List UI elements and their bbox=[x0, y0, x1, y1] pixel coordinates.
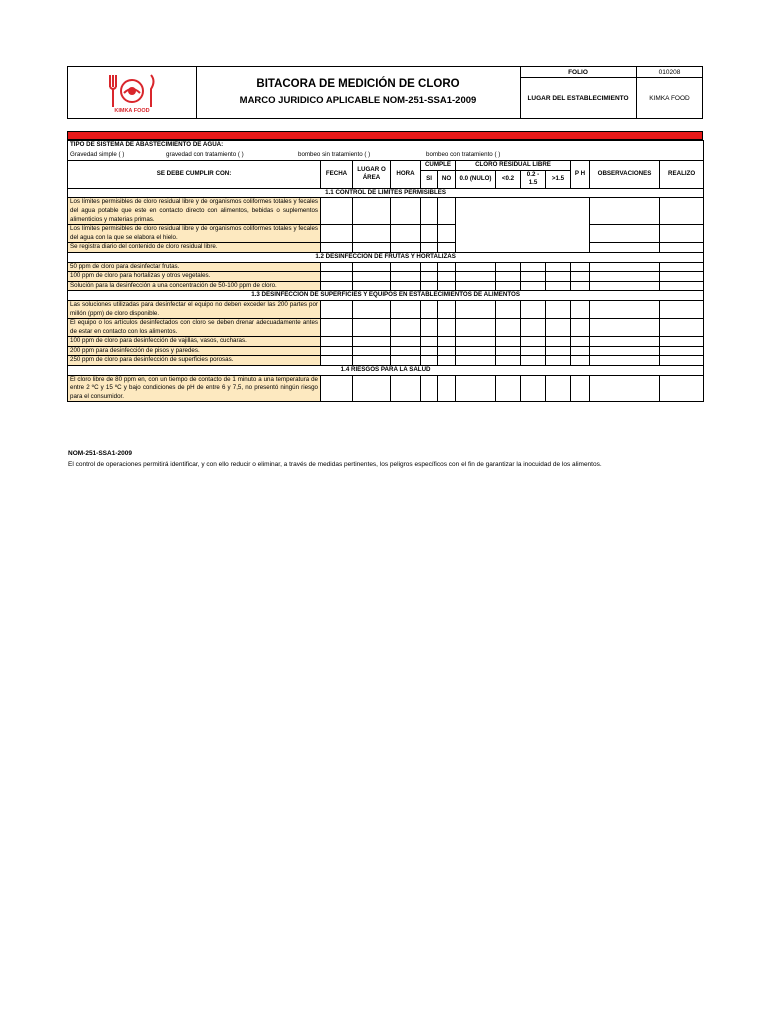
entry-cell[interactable] bbox=[391, 225, 421, 243]
entry-cell[interactable] bbox=[571, 346, 590, 356]
entry-cell[interactable] bbox=[521, 262, 546, 272]
entry-cell[interactable] bbox=[321, 375, 353, 402]
entry-cell[interactable] bbox=[456, 356, 496, 366]
entry-cell[interactable] bbox=[496, 356, 521, 366]
entry-cell[interactable] bbox=[590, 198, 660, 225]
column-header-c3: 0.2 - 1.5 bbox=[521, 170, 546, 188]
logo-text: KIMKA FOOD bbox=[114, 108, 150, 114]
column-header-debe: SE DEBE CUMPLIR CON: bbox=[68, 160, 321, 188]
entry-cell[interactable] bbox=[321, 337, 353, 347]
entry-cell[interactable] bbox=[421, 262, 438, 272]
entry-cell[interactable] bbox=[546, 346, 571, 356]
section-title: 1.4 RIESGOS PARA LA SALUD bbox=[68, 366, 704, 376]
folio-label: FOLIO bbox=[520, 67, 636, 78]
supply-option[interactable]: gravedad con tratamiento ( ) bbox=[166, 150, 244, 158]
entry-cell[interactable] bbox=[660, 272, 704, 282]
entry-cell[interactable] bbox=[571, 272, 590, 282]
entry-cell[interactable] bbox=[546, 375, 571, 402]
entry-cell[interactable] bbox=[438, 319, 456, 337]
entry-cell[interactable] bbox=[571, 375, 590, 402]
column-header-c4: >1.5 bbox=[546, 170, 571, 188]
table-row bbox=[68, 300, 704, 318]
entry-cell[interactable] bbox=[421, 319, 438, 337]
table-row bbox=[68, 198, 704, 225]
entry-cell[interactable] bbox=[660, 262, 704, 272]
entry-cell[interactable] bbox=[521, 337, 546, 347]
entry-cell[interactable] bbox=[496, 281, 521, 291]
entry-cell[interactable] bbox=[353, 272, 391, 282]
entry-cell[interactable] bbox=[521, 346, 546, 356]
column-header-cumple: CUMPLE bbox=[421, 160, 456, 170]
entry-cell[interactable] bbox=[571, 319, 590, 337]
section-header-row bbox=[68, 366, 704, 376]
requirement-text: Solución para la desinfección a una concentración de 50-100 ppm de cloro. bbox=[68, 281, 321, 291]
entry-cell[interactable] bbox=[456, 300, 496, 318]
entry-cell[interactable] bbox=[546, 300, 571, 318]
entry-cell[interactable] bbox=[456, 346, 496, 356]
column-header-row bbox=[68, 160, 704, 170]
entry-cell[interactable] bbox=[421, 356, 438, 366]
entry-cell[interactable] bbox=[590, 262, 660, 272]
section-header-row bbox=[68, 188, 704, 198]
entry-cell[interactable] bbox=[438, 225, 456, 243]
document-header bbox=[67, 66, 703, 119]
column-header-si: SI bbox=[421, 170, 438, 188]
entry-cell[interactable] bbox=[353, 319, 391, 337]
table-row bbox=[68, 375, 704, 402]
entry-cell[interactable] bbox=[321, 319, 353, 337]
entry-cell[interactable] bbox=[546, 272, 571, 282]
entry-cell[interactable] bbox=[438, 272, 456, 282]
entry-cell[interactable] bbox=[496, 319, 521, 337]
entry-cell[interactable] bbox=[353, 337, 391, 347]
entry-cell[interactable] bbox=[660, 225, 704, 243]
section-header-row bbox=[68, 291, 704, 301]
entry-cell[interactable] bbox=[590, 319, 660, 337]
requirement-text: 250 ppm de cloro para desinfección de superficies porosas. bbox=[68, 356, 321, 366]
entry-cell[interactable] bbox=[660, 356, 704, 366]
requirement-text: 200 ppm para desinfección de pisos y paredes. bbox=[68, 346, 321, 356]
requirement-text: El cloro libre de 80 ppm en, con un tiempo de contacto de 1 minuto a una temperatura de entre 2 ºC y 15 ºC y bajo condiciones de pH de entre 6 y 7,5, no presentó ningún riesgo para el consumidor. bbox=[68, 375, 321, 402]
entry-cell[interactable] bbox=[456, 272, 496, 282]
entry-cell[interactable] bbox=[421, 281, 438, 291]
column-header-c2: <0.2 bbox=[496, 170, 521, 188]
entry-cell[interactable] bbox=[521, 272, 546, 282]
section-title: 1.3 DESINFECCIÓN DE SUPERFICIES Y EQUIPOS EN ESTABLECIMIENTOS DE ALIMENTOS bbox=[68, 291, 704, 301]
column-header-hora: HORA bbox=[391, 160, 421, 188]
column-header-obs: OBSERVACIONES bbox=[590, 160, 660, 188]
entry-cell[interactable] bbox=[421, 198, 438, 225]
entry-cell[interactable] bbox=[496, 375, 521, 402]
table-row bbox=[68, 262, 704, 272]
logo-cell bbox=[68, 67, 197, 118]
entry-cell[interactable] bbox=[321, 281, 353, 291]
entry-cell[interactable] bbox=[521, 375, 546, 402]
entry-cell[interactable] bbox=[391, 337, 421, 347]
table-row bbox=[68, 346, 704, 356]
entry-cell[interactable] bbox=[590, 281, 660, 291]
requirement-text: Se registra diario del contenido de cloro residual libre. bbox=[68, 243, 321, 253]
supply-option[interactable]: Gravedad simple ( ) bbox=[70, 150, 125, 158]
entry-cell[interactable] bbox=[521, 319, 546, 337]
entry-cell[interactable] bbox=[353, 243, 391, 253]
entry-cell[interactable] bbox=[391, 198, 421, 225]
entry-cell[interactable] bbox=[456, 375, 496, 402]
table-row bbox=[68, 356, 704, 366]
entry-cell[interactable] bbox=[321, 300, 353, 318]
entry-cell[interactable] bbox=[496, 337, 521, 347]
entry-cell[interactable] bbox=[391, 319, 421, 337]
table-row bbox=[68, 281, 704, 291]
entry-cell[interactable] bbox=[571, 281, 590, 291]
section-title: 1.2 DESINFECCIÓN DE FRUTAS Y HORTALIZAS bbox=[68, 252, 704, 262]
lugar-label: LUGAR DEL ESTABLECIMIENTO bbox=[527, 94, 629, 102]
entry-cell[interactable] bbox=[546, 356, 571, 366]
entry-cell[interactable] bbox=[438, 243, 456, 253]
supply-option[interactable]: bombeo sin tratamiento ( ) bbox=[298, 150, 371, 158]
entry-cell[interactable] bbox=[321, 262, 353, 272]
entry-cell[interactable] bbox=[421, 337, 438, 347]
entry-cell[interactable] bbox=[456, 281, 496, 291]
entry-cell[interactable] bbox=[546, 337, 571, 347]
document-subtitle: MARCO JURIDICO APLICABLE NOM-251-SSA1-2009 bbox=[239, 95, 477, 106]
entry-cell[interactable] bbox=[590, 337, 660, 347]
entry-cell[interactable] bbox=[546, 262, 571, 272]
entry-cell[interactable] bbox=[456, 337, 496, 347]
entry-cell[interactable] bbox=[496, 300, 521, 318]
table-row bbox=[68, 319, 704, 337]
entry-cell[interactable] bbox=[353, 281, 391, 291]
entry-cell[interactable] bbox=[590, 356, 660, 366]
entry-cell[interactable] bbox=[353, 300, 391, 318]
column-header-realizo: REALIZO bbox=[660, 160, 704, 188]
entry-cell[interactable] bbox=[590, 346, 660, 356]
entry-cell[interactable] bbox=[421, 300, 438, 318]
folio-value: 010208 bbox=[636, 67, 702, 78]
entry-cell[interactable] bbox=[496, 262, 521, 272]
entry-cell[interactable] bbox=[521, 356, 546, 366]
red-separator-bar bbox=[67, 131, 703, 140]
requirement-text: 100 ppm de cloro para desinfección de vajillas, vasos, cucharas. bbox=[68, 337, 321, 347]
entry-cell[interactable] bbox=[391, 356, 421, 366]
entry-cell[interactable] bbox=[321, 356, 353, 366]
entry-cell[interactable] bbox=[521, 300, 546, 318]
entry-cell-merged[interactable] bbox=[456, 198, 590, 253]
entry-cell[interactable] bbox=[391, 300, 421, 318]
entry-cell[interactable] bbox=[438, 375, 456, 402]
section-header-row bbox=[68, 252, 704, 262]
entry-cell[interactable] bbox=[571, 337, 590, 347]
entry-cell[interactable] bbox=[421, 243, 438, 253]
table-row bbox=[68, 225, 704, 243]
footer-text: El control de operaciones permitirá identificar, y con ello reducir o eliminar, a través de medidas pertinentes, los peligros específicos con el fin de garantizar la inocuidad de los alimentos. bbox=[68, 461, 602, 468]
entry-cell[interactable] bbox=[660, 198, 704, 225]
entry-cell[interactable] bbox=[660, 346, 704, 356]
entry-cell[interactable] bbox=[660, 281, 704, 291]
supply-type-label: TIPO DE SISTEMA DE ABASTECIMIENTO DE AGUA: bbox=[70, 141, 224, 148]
entry-cell[interactable] bbox=[660, 375, 704, 402]
entry-cell[interactable] bbox=[391, 346, 421, 356]
table-row bbox=[68, 337, 704, 347]
section-title: 1.1 CONTROL DE LIMITES PERMISIBLES bbox=[68, 188, 704, 198]
entry-cell[interactable] bbox=[571, 262, 590, 272]
entry-cell[interactable] bbox=[321, 225, 353, 243]
entry-cell[interactable] bbox=[438, 300, 456, 318]
entry-cell[interactable] bbox=[590, 225, 660, 243]
entry-cell[interactable] bbox=[353, 198, 391, 225]
document-title: BITACORA DE MEDICIÓN DE CLORO bbox=[256, 78, 460, 90]
entry-cell[interactable] bbox=[546, 319, 571, 337]
requirement-text: 100 ppm de cloro para hortalizas y otros vegetales. bbox=[68, 272, 321, 282]
supply-options bbox=[70, 150, 701, 160]
kimka-food-logo-icon bbox=[104, 71, 160, 115]
column-header-ph: P H bbox=[571, 160, 590, 188]
lugar-value: KIMKA FOOD bbox=[636, 78, 702, 118]
entry-cell[interactable] bbox=[421, 375, 438, 402]
entry-cell[interactable] bbox=[660, 319, 704, 337]
entry-cell[interactable] bbox=[321, 346, 353, 356]
entry-cell[interactable] bbox=[391, 243, 421, 253]
chlorine-log-table bbox=[67, 140, 704, 402]
entry-cell[interactable] bbox=[660, 243, 704, 253]
supply-option[interactable]: bombeo con tratamiento ( ) bbox=[426, 150, 501, 158]
entry-cell[interactable] bbox=[456, 262, 496, 272]
column-header-lugar: LUGAR O ÁREA bbox=[353, 160, 391, 188]
entry-cell[interactable] bbox=[438, 346, 456, 356]
entry-cell[interactable] bbox=[590, 243, 660, 253]
entry-cell[interactable] bbox=[391, 272, 421, 282]
requirement-text: Los límites permisibles de cloro residual libre y de organismos coliformes totales y fecales del agua con la que se elabora el hielo. bbox=[68, 225, 321, 243]
entry-cell[interactable] bbox=[456, 319, 496, 337]
entry-cell[interactable] bbox=[438, 337, 456, 347]
entry-cell[interactable] bbox=[521, 281, 546, 291]
entry-cell[interactable] bbox=[590, 272, 660, 282]
entry-cell[interactable] bbox=[421, 272, 438, 282]
entry-cell[interactable] bbox=[353, 346, 391, 356]
table-row bbox=[68, 272, 704, 282]
entry-cell[interactable] bbox=[496, 272, 521, 282]
entry-cell[interactable] bbox=[438, 198, 456, 225]
entry-cell[interactable] bbox=[321, 272, 353, 282]
entry-cell[interactable] bbox=[590, 300, 660, 318]
entry-cell[interactable] bbox=[353, 262, 391, 272]
entry-cell[interactable] bbox=[496, 346, 521, 356]
entry-cell[interactable] bbox=[571, 300, 590, 318]
entry-cell[interactable] bbox=[438, 281, 456, 291]
entry-cell[interactable] bbox=[660, 300, 704, 318]
entry-cell[interactable] bbox=[571, 356, 590, 366]
entry-cell[interactable] bbox=[421, 225, 438, 243]
column-header-fecha: FECHA bbox=[321, 160, 353, 188]
entry-cell[interactable] bbox=[321, 198, 353, 225]
entry-cell[interactable] bbox=[391, 281, 421, 291]
entry-cell[interactable] bbox=[546, 281, 571, 291]
table-row bbox=[68, 243, 704, 253]
entry-cell[interactable] bbox=[391, 262, 421, 272]
supply-type-row bbox=[68, 141, 704, 161]
title-cell bbox=[196, 67, 521, 118]
requirement-text: 50 ppm de cloro para desinfectar frutas. bbox=[68, 262, 321, 272]
entry-cell[interactable] bbox=[438, 356, 456, 366]
requirement-text: El equipo o los artículos desinfectados con cloro se deben drenar adecuadamente antes de estar en contacto con los alimentos. bbox=[68, 319, 321, 337]
entry-cell[interactable] bbox=[660, 337, 704, 347]
column-header-no: NO bbox=[438, 170, 456, 188]
entry-cell[interactable] bbox=[353, 225, 391, 243]
entry-cell[interactable] bbox=[590, 375, 660, 402]
entry-cell[interactable] bbox=[391, 375, 421, 402]
entry-cell[interactable] bbox=[353, 375, 391, 402]
footer-title: NOM-251-SSA1-2009 bbox=[68, 450, 132, 457]
column-header-c1: 0.0 (NULO) bbox=[456, 170, 496, 188]
entry-cell[interactable] bbox=[353, 356, 391, 366]
entry-cell[interactable] bbox=[438, 262, 456, 272]
column-header-cloro: CLORO RESIDUAL LIBRE bbox=[456, 160, 571, 170]
entry-cell[interactable] bbox=[421, 346, 438, 356]
supply-type-cell bbox=[68, 141, 704, 161]
entry-cell[interactable] bbox=[321, 243, 353, 253]
requirement-text: Las soluciones utilizadas para desinfectar el equipo no deben exceder las 200 partes por millón (ppm) de cloro disponible. bbox=[68, 300, 321, 318]
requirement-text: Los límites permisibles de cloro residual libre y de organismos coliformes totales y fecales del agua potable que este en contacto directo con alimentos, bebidas o suplementos alimenticios y materias primas. bbox=[68, 198, 321, 225]
